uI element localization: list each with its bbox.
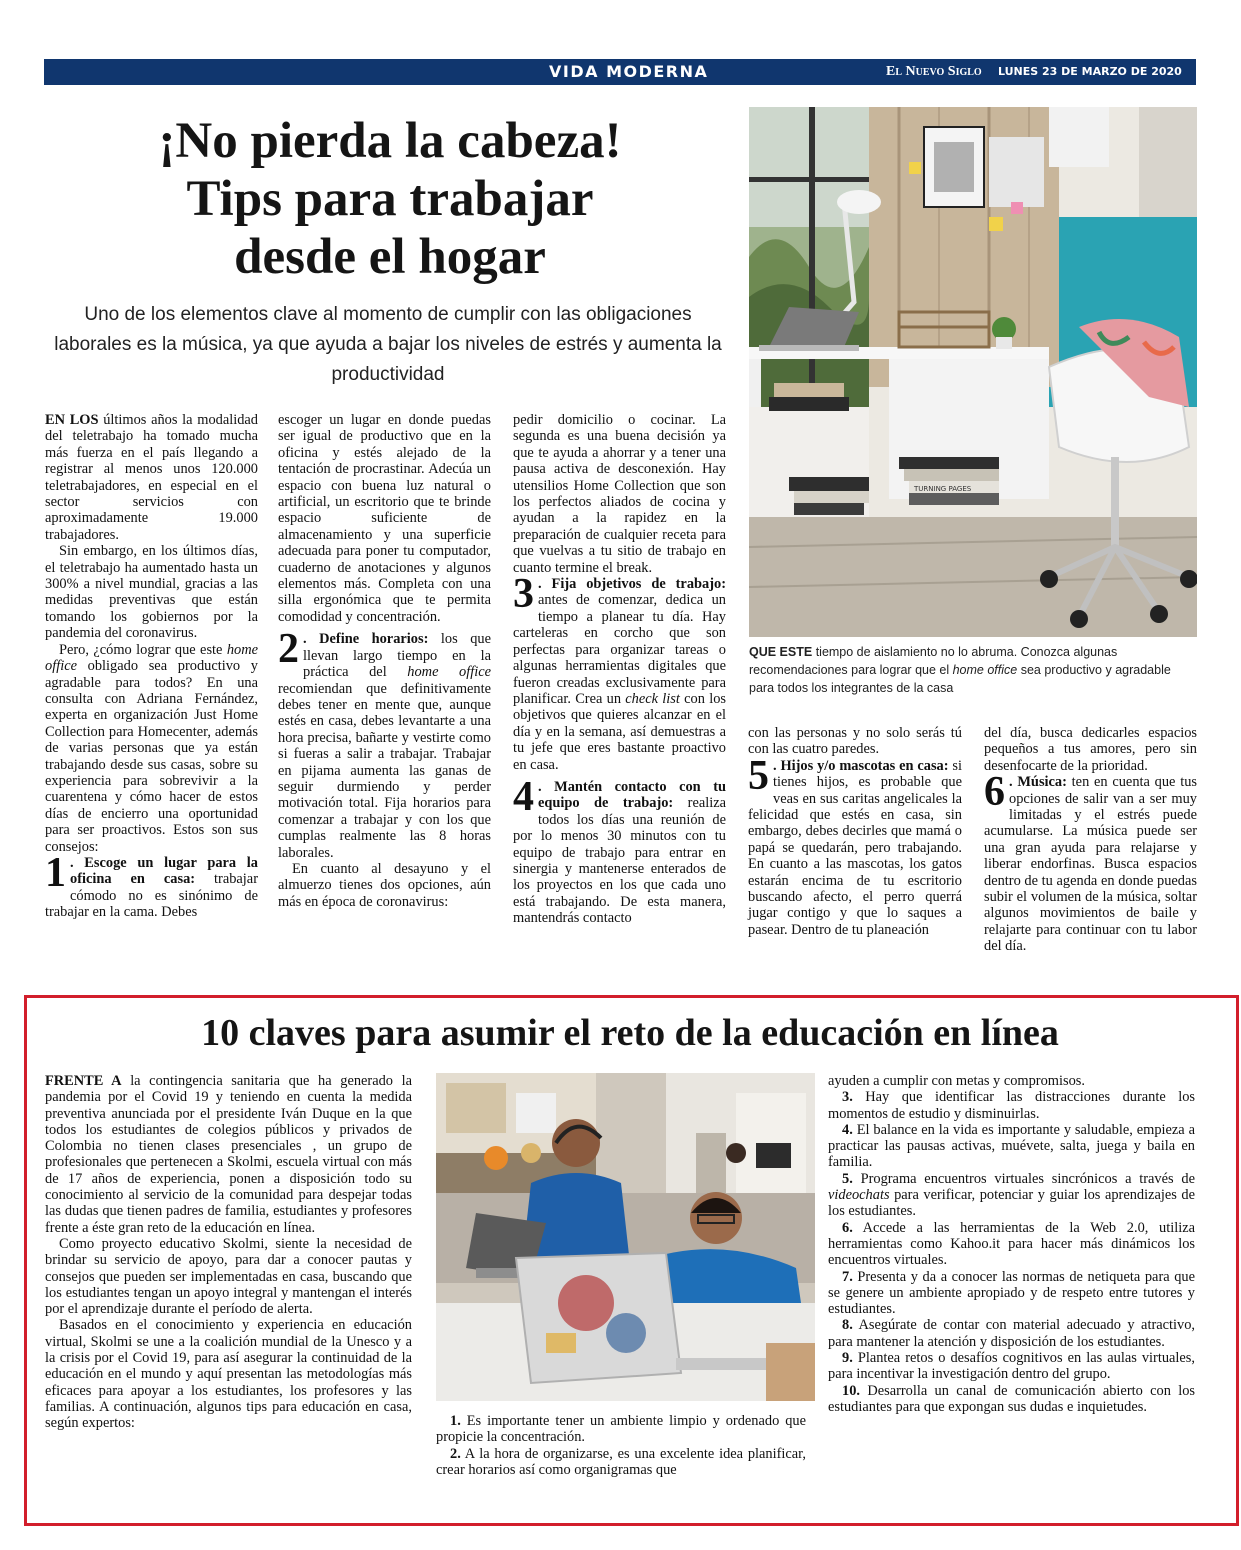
key-number: 3.: [842, 1089, 853, 1106]
key-text: Es importante tener un ambiente limpio y ordenado que propicie la concentración.: [436, 1413, 806, 1446]
article-subheading: Uno de los elementos clave al momento de cumplir con las obligaciones laborales es la música, ya que ayuda a bajar los niveles de estrés y aumenta la productividad: [54, 304, 722, 385]
newspaper-name: El Nuevo Siglo: [886, 64, 982, 79]
key-number: 6.: [842, 1219, 853, 1236]
key-6: [828, 1220, 1195, 1269]
caption-text: tiempo de aislamiento no lo abruma. Conozca algunas recomendaciones para lograr que el: [749, 645, 1118, 677]
article-column-5: [984, 725, 1197, 975]
lead-in: FRENTE A: [45, 1073, 122, 1089]
tip-number: 3: [513, 571, 534, 618]
paragraph: pedir domicilio o cocinar. La segunda es una buena decisión ya que te ayuda a ahorrar y a tener una pausa activa de desconexión. Hay utensilios Home Collection que son los perfectos aliados de cocina y ayudan a la rapidez en la preparación de cualquier receta para que vuelvas a tu sitio de trabajo en cuanto termine el break.: [513, 412, 726, 576]
lead-in: EN LOS: [45, 412, 99, 428]
key-number: 8.: [842, 1317, 853, 1334]
online-education-photo: [436, 1073, 815, 1401]
key-number: 7.: [842, 1268, 853, 1285]
key-2: [436, 1446, 806, 1479]
key-text: para verificar, potenciar y guiar los aprendizajes de los estudiantes.: [828, 1187, 1195, 1220]
boxed-article-title: 10 claves para asumir el reto de la educación en línea: [201, 1012, 1059, 1054]
tip-number: 6: [984, 769, 1005, 816]
paragraph: [45, 1073, 412, 1236]
italic-term: home office: [45, 641, 258, 675]
paragraph: Como proyecto educativo Skolmi, siente la necesidad de brindar su servicio de apoyo, para dar a conocer pautas y consejos que pueden ser implementadas en casa, buscando que los estudiantes tengan un apoyo integral y mantengan el interés por el aprendizaje durante el período de alerta.: [45, 1235, 412, 1318]
tip-number: 1: [45, 849, 66, 896]
key-10: [828, 1383, 1195, 1416]
paragraph: del día, busca dedicarles espacios pequeños a tus amores, pero sin desenfocarte de la prioridad.: [984, 725, 1197, 774]
paragraph-text: obligado sea productivo y agradable para todos? En una consulta con Adriana Fernández, experta en organización Just Home Collection para Homecenter, además de varias personas que ya están trabajando desde sus casas, sobre su experiencia para sobrevivir a la cuarentena y cómo hacer de estos días de encierro una oportunidad para ser proactivos. Estos son sus consejos:: [45, 658, 258, 855]
caption-text: sea productivo y agradable para todos los integrantes de la casa: [749, 663, 1171, 695]
key-text: Accede a las herramientas de la Web 2.0, utiliza herramientas como Kahoo.it para hacer más dinámicos los encuentros virtuales.: [828, 1219, 1195, 1269]
italic-term: videochats: [828, 1187, 890, 1204]
tip-heading: . Escoge un lugar para la oficina en casa:: [70, 854, 258, 888]
paragraph: Basados en el conocimiento y experiencia en educación virtual, Skolmi se une a la coalición mundial de la Unesco y a la crisis por el Covid 19, para así asegurar la continuidad de la educación en el mundo y aquí presentan las metodologías más eficaces para apoyar a los estudiantes, los profesores y las familias. A continuación, algunos tips para educación en casa, según expertos:: [45, 1317, 412, 1432]
boxed-article-column-1: [45, 1073, 412, 1513]
tip-heading: . Música:: [1009, 774, 1067, 791]
paragraph: escoger un lugar en donde puedas ser igual de productivo que en la oficina y estés alejado de la tentación de procrastinar. Adecúa un espacio con buena luz natural o artificial, un escritorio que te brinde espacio suficiente de almacenamiento y una superficie adecuada para poner tu computador, cuaderno de anotaciones y algunos elementos más. Completa con una silla ergonómica que te permita comodidad y concentración.: [278, 412, 491, 625]
italic-term: home office: [407, 664, 491, 681]
paragraph-text: la contingencia sanitaria que ha generado la pandemia por el Covid 19 y teniendo en cuenta la medida preventiva anunciada por el presidente Iván Duque en la que todos los estudiantes de colegios públicos y privados de Colombia no tienen clases presenciales , un grupo de profesionales que pertenecen a Skolmi, escuela virtual con más de 17 años de experiencia, ponen a disposición todo su conocimiento al servicio de la comunidad para despejar todas las dudas que tienen padres de familia, estudiantes y profesores frente a éste gran reto de la educación en línea.: [45, 1073, 412, 1236]
key-9: [828, 1350, 1195, 1383]
section-name: VIDA MODERNA: [549, 62, 709, 81]
key-number: 2.: [450, 1445, 461, 1462]
headline-line-3: desde el hogar: [234, 229, 546, 285]
italic-term: check list: [625, 690, 680, 707]
tip-3: [513, 571, 726, 773]
tip-text: antes de comenzar, dedica un tiempo a planear tu día. Hay carteleras en corcho que son perfectas para organizar tareas o algunas herramientas digitales que fueron creadas exclusivamente para planificar. Crea un: [513, 592, 726, 707]
tip-5: [748, 752, 962, 938]
tip-text: con los objetivos que quieres alcanzar en el día y en la semana, así demuestras a tu jefe que eres bastante proactivo en casa.: [513, 690, 726, 773]
article-column-2: [278, 412, 491, 972]
key-number: 10.: [842, 1382, 860, 1399]
boxed-article-column-2: [436, 1413, 806, 1513]
paragraph: ayuden a cumplir con metas y compromisos.: [828, 1073, 1085, 1089]
key-7: [828, 1269, 1195, 1318]
caption-italic: home office: [952, 663, 1018, 677]
key-3: [828, 1089, 1195, 1122]
paragraph: Sin embargo, en los últimos días, el teletrabajo ha aumentado hasta un 300% a nivel mundial, gracias a las medidas preventivas que están tomando los gobiernos por la pandemia del coronavirus.: [45, 543, 258, 642]
headline-line-2: Tips para trabajar: [186, 171, 594, 227]
tip-number: 2: [278, 626, 299, 673]
headline-line-1: ¡No pierda la cabeza!: [158, 113, 622, 169]
online-education-illustration: [436, 1073, 815, 1401]
tip-text: si tienes hijos, es probable que veas en sus caritas angelicales la felicidad que estés en casa, sin embargo, debes decirles que mamá o papá se quedarán, pero trabajando. En cuanto a las mascotas, los gatos estarán encima de tu escritorio buscando afecto, el perro querrá jugar contigo y que lo saques a pasear. Dentro de tu planeación: [748, 757, 962, 938]
key-number: 9.: [842, 1350, 853, 1367]
tip-2: [278, 626, 491, 861]
key-number: 4.: [842, 1121, 853, 1138]
key-number: 1.: [450, 1413, 461, 1429]
paragraph: con las personas y no solo serás tú con las cuatro paredes.: [748, 725, 962, 758]
tip-text: trabajar cómodo no es sinónimo de trabajar en la cama. Debes: [45, 871, 258, 921]
key-number: 5.: [842, 1170, 853, 1187]
article-headline: [60, 112, 720, 286]
home-office-photo: [749, 107, 1197, 637]
tip-text: realiza todos los días una reunión de por lo menos 30 minutos con tu equipo de trabajo para entrar en sinergia y mantenerse enterados de los proyectos en los que cada uno está trabajando. De esta manera, mantendrás contacto: [513, 795, 726, 927]
key-text: Plantea retos o desafíos cognitivos en las aulas virtuales, para incentivar la investigación dentro del grupo.: [828, 1350, 1195, 1383]
key-text: A la hora de organizarse, es una excelente idea planificar, crear horarios así como organigramas que: [436, 1445, 806, 1478]
paragraph: [45, 642, 258, 855]
tip-number: 4: [513, 773, 534, 820]
article-column-4: [748, 725, 962, 975]
key-1: [436, 1413, 806, 1446]
key-text: Programa encuentros virtuales sincrónicos a través de: [852, 1170, 1195, 1187]
tip-text: los que llevan largo tiempo en la práctica del: [303, 631, 491, 681]
section-header-bar: [44, 59, 1238, 85]
article-column-1: [45, 412, 258, 972]
paragraph-text: Pero, ¿cómo lograr que este: [59, 641, 227, 658]
tip-text: ten en cuenta que tus opciones de salir van a ser muy limitadas y el estrés puede acumularse. La música puede ser una gran ayuda para relajarse y liberar endorfinas. Busca espacios dentro de tu agenda en donde puedas subir el volumen de la música, soltar algunos movimientos de baile y relajarte para continuar con tu labor del día.: [984, 774, 1197, 955]
page-number: 3B: [1210, 60, 1238, 82]
home-office-illustration: [749, 107, 1197, 637]
article-column-3: [513, 412, 726, 972]
caption-lead: QUE ESTE: [749, 645, 813, 659]
book-spine-label: TURNING PAGES: [914, 485, 972, 493]
paragraph: En cuanto al desayuno y el almuerzo tienes dos opciones, aún más en época de coronavirus:: [278, 860, 491, 910]
tip-heading: . Hijos y/o mascotas en casa:: [773, 757, 949, 774]
tip-1: [45, 849, 258, 921]
key-text: Presenta y da a conocer las normas de netiqueta para que se genere un ambiente apropiado y de respeto entre tutores y estudiantes.: [828, 1268, 1195, 1318]
key-text: Desarrolla un canal de comunicación abierto con los estudiantes para que expongan sus dudas e inquietudes.: [828, 1382, 1195, 1415]
tip-4: [513, 773, 726, 927]
tip-heading: . Mantén contacto con tu equipo de trabajo:: [538, 778, 726, 812]
tip-heading: . Fija objetivos de trabajo:: [538, 576, 726, 593]
paragraph-text: últimos años la modalidad del teletrabajo ha tomado mucha más fuerza en el país llegando a registrar al menos unos 120.000 teletrabajadores, en especial en el sector servicios con aproximadamente 19.000 trabajadores.: [45, 412, 258, 543]
tip-heading: . Define horarios:: [303, 631, 429, 648]
paragraph: [45, 412, 258, 543]
photo-caption: [749, 643, 1189, 697]
key-5: [828, 1171, 1195, 1220]
key-text: El balance en la vida es importante y saludable, empieza a practicar las pausas activas, muévete, salta, juega y baila en familia.: [828, 1121, 1195, 1171]
tip-text: recomiendan que definitivamente debes tener en mente que, aunque estés en casa, debes levantarte a una hora precisa, bañarte y vestirte como si fueras a salir a trabajar. Trabajar en pijama aumenta las ganas de seguir durmiendo y perder motivación total. Fija horarios para comenzar a trabajar y con los que cumplas realmente las 8 horas laborales.: [278, 680, 491, 861]
key-8: [828, 1317, 1195, 1350]
issue-date: LUNES 23 DE MARZO DE 2020: [998, 65, 1182, 78]
key-text: Hay que identificar las distracciones durante los momentos de estudio y disminuirlas.: [828, 1089, 1195, 1122]
key-text: Asegúrate de contar con material adecuado y atractivo, para mantener la atención y disposición de los estudiantes.: [828, 1317, 1195, 1350]
tip-number: 5: [748, 752, 769, 799]
tip-6: [984, 769, 1197, 955]
key-4: [828, 1122, 1195, 1171]
boxed-article-column-3: [828, 1073, 1195, 1513]
